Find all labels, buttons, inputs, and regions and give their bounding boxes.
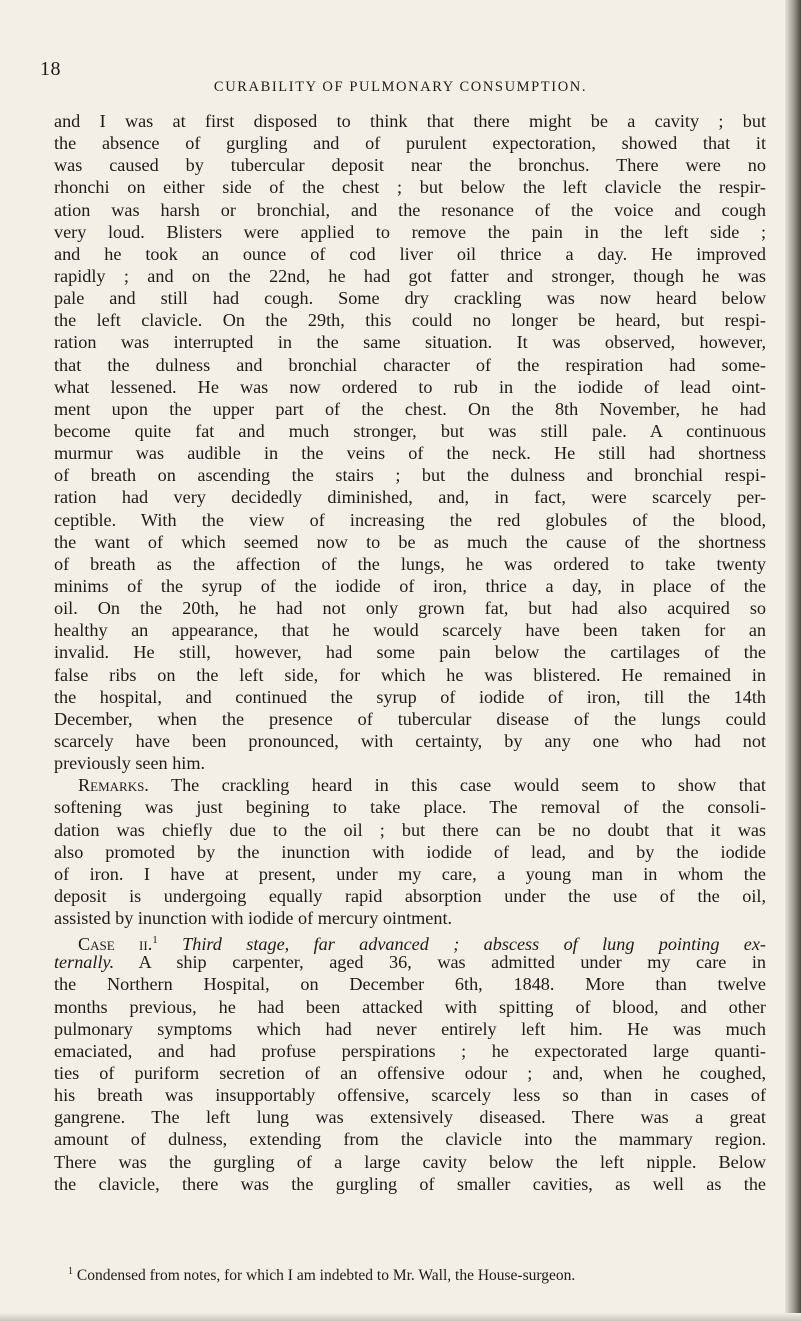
footnote-text: Condensed from notes, for which I am indebted to Mr. Wall, the House-surgeon.	[76, 1267, 576, 1285]
text-line: dation was chiefly due to the oil ; but there can be no doubt that it was	[54, 819, 766, 840]
case-first-line: A ship carpenter, aged 36, was admitted under my care in	[138, 952, 766, 973]
text-line: rapidly ; and on the 22nd, he had got fatter and stronger, though he was	[54, 265, 766, 286]
text-line: the clavicle, there was the gurgling of smaller cavities, as well as the	[54, 1173, 766, 1194]
text-line: was caused by tubercular deposit near the bronchus. There were no	[54, 155, 766, 176]
text-line: December, when the presence of tubercular disease of the lungs could	[54, 708, 766, 729]
text-line: previously seen him.	[54, 753, 206, 774]
text-line: that the dulness and bronchial character of the respiration had some-	[54, 354, 766, 375]
text-line: of iron. I have at present, under my care, a young man in whom the	[54, 863, 766, 884]
text-line: healthy an appearance, that he would scarcely have been taken for an	[54, 620, 766, 641]
text-line: minims of the syrup of the iodide of iron, thrice a day, in place of the	[54, 575, 766, 596]
text-line: ceptible. With the view of increasing the red globules of the blood,	[54, 509, 766, 530]
text-line	[54, 929, 766, 955]
running-head: CURABILITY OF PULMONARY CONSUMPTION.	[213, 79, 588, 95]
text-line: ration was interrupted in the same situation. It was observed, however,	[54, 332, 766, 353]
text-line: of breath on ascending the stairs ; but the dulness and bronchial respi-	[54, 465, 766, 486]
text-line: gangrene. The left lung was extensively diseased. There was a great	[54, 1107, 766, 1128]
remarks-first-line: The crackling heard in this case would seem to show that	[170, 775, 766, 796]
text-line: softening was just begining to take place. The removal of the consoli-	[54, 797, 766, 818]
text-line	[54, 774, 766, 796]
text-line: rhonchi on either side of the chest ; but below the left clavicle the respir-	[54, 177, 766, 198]
body-text	[54, 110, 766, 1195]
text-line: of breath as the affection of the lungs, he was ordered to take twenty	[54, 553, 766, 574]
text-line: assisted by inunction with iodide of mercury ointment.	[54, 908, 453, 929]
page-number: 18	[40, 58, 61, 80]
text-line: pale and still had cough. Some dry crackling was now heard below	[54, 288, 766, 309]
text-line: scarcely have been pronounced, with certainty, by any one who had not	[54, 730, 766, 751]
text-line: the left clavicle. On the 29th, this could no longer be heard, but respi-	[54, 310, 766, 331]
text-line: very loud. Blisters were applied to remove the pain in the left side ;	[54, 221, 766, 242]
text-line: also promoted by the inunction with iodide of lead, and by the iodide	[54, 841, 766, 862]
remarks-label: Remarks.	[78, 775, 149, 796]
text-line: pulmonary symptoms which had never entirely left him. He was much	[54, 1018, 766, 1039]
text-line: what lessened. He was now ordered to rub in the iodide of lead oint-	[54, 376, 766, 397]
text-line: ration had very decidedly diminished, and, in fact, were scarcely per-	[54, 487, 766, 508]
text-line: murmur was audible in the veins of the neck. He still had shortness	[54, 443, 766, 464]
remarks-lines	[54, 796, 766, 929]
text-line: and he took an ounce of cod liver oil thrice a day. He improved	[54, 243, 766, 264]
text-line: the hospital, and continued the syrup of iodide of iron, till the 14th	[54, 686, 766, 707]
case-lines	[54, 973, 766, 1194]
text-line: the absence of gurgling and of purulent expectoration, showed that it	[54, 133, 766, 154]
text-line: ation was harsh or bronchial, and the resonance of the voice and cough	[54, 199, 766, 220]
text-line: the Northern Hospital, on December 6th, 1848. More than twelve	[54, 974, 766, 995]
case-title: Third stage, far advanced ; abscess of lung pointing ex-	[182, 934, 766, 955]
text-line: become quite fat and much stronger, but was still pale. A continuous	[54, 420, 766, 441]
text-line: his breath was insupportably offensive, scarcely less so than in cases of	[54, 1085, 766, 1106]
text-line: ment upon the upper part of the chest. On the 8th November, he had	[54, 398, 766, 419]
text-line: months previous, he had been attacked with spitting of blood, and other	[54, 996, 766, 1017]
text-line: oil. On the 20th, he had not only grown fat, but had also acquired so	[54, 598, 766, 619]
page-bottom-edge	[0, 1313, 801, 1321]
text-line: the want of which seemed now to be as much the cause of the shortness	[54, 531, 766, 552]
text-line: false ribs on the left side, for which he was blistered. He remained in	[54, 664, 766, 685]
text-line	[54, 951, 766, 973]
page-edge-shadow	[785, 0, 801, 1321]
footnote-reference: 1	[152, 934, 158, 947]
text-line: deposit is undergoing equally rapid absorption under the use of the oil,	[54, 885, 766, 906]
case-title-continued: ternally.	[54, 952, 115, 973]
remarks-paragraph	[54, 774, 766, 929]
text-line: ties of puriform secretion of an offensive odour ; and, when he coughed,	[54, 1063, 766, 1084]
footnote	[54, 1266, 780, 1285]
text-line: emaciated, and had profuse perspirations ; he expectorated large quanti-	[54, 1040, 766, 1061]
case-label: Case ii.	[78, 934, 153, 955]
text-line: amount of dulness, extending from the clavicle into the mammary region.	[54, 1129, 766, 1150]
text-line: invalid. He still, however, had some pain below the cartilages of the	[54, 642, 766, 663]
case-narrative-paragraph	[54, 110, 766, 774]
footnote-mark: 1	[68, 1266, 73, 1277]
text-line: and I was at first disposed to think that there might be a cavity ; but	[54, 111, 766, 131]
text-line: There was the gurgling of a large cavity below the left nipple. Below	[54, 1151, 766, 1172]
case-two-paragraph	[54, 929, 766, 1195]
